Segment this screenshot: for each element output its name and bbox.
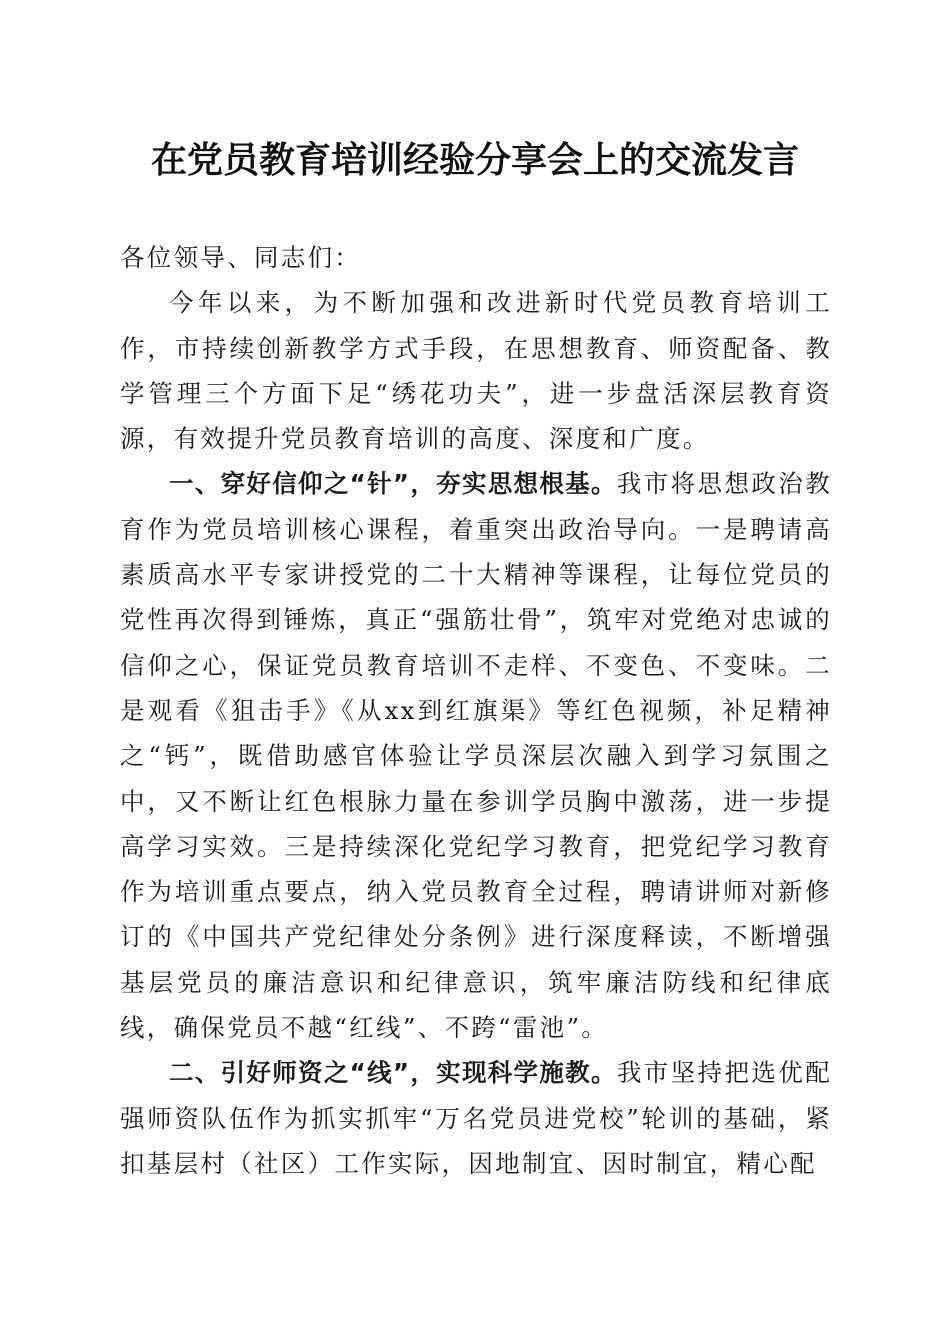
section-heading-2: 二、引好师资之“线”，实现科学施教。	[169, 1058, 617, 1088]
document-title: 在党员教育培训经验分享会上的交流发言	[150, 139, 799, 181]
section-paragraph-1	[120, 461, 832, 1050]
document-body	[120, 235, 832, 1186]
section-text-1: 我市将思想政治教育作为党员培训核心课程，着重突出政治导向。一是聘请高素质高水平专家讲授党的二十大精神等课程，让每位党员的党性再次得到锤炼，真正“强筋壮骨”，筑牢对党绝对忠诚的信仰之心，保证党员教育培训不走样、不变色、不变味。二是观看《狙击手》《从xx到红旗渠》等红色视频，补足精神之“钙”，既借助感官体验让学员深层次融入到学习氛围之中，又不断让红色根脉力量在参训学员胸中激荡，进一步提高学习实效。三是持续深化党纪学习教育，把党纪学习教育作为培训重点要点，纳入党员教育全过程，聘请讲师对新修订的《中国共产党纪律处分条例》进行深度释读，不断增强基层党员的廉洁意识和纪律意识，筑牢廉洁防线和纪律底线，确保党员不越“红线”、不跨“雷池”。	[120, 469, 832, 1043]
salutation: 各位领导、同志们：	[120, 243, 362, 272]
section-heading-1: 一、穿好信仰之“针”，夯实思想根基。	[169, 469, 617, 499]
intro-paragraph: 今年以来，为不断加强和改进新时代党员教育培训工作，市持续创新教学方式手段，在思想教育、师资配备、教学管理三个方面下足“绣花功夫”，进一步盘活深层教育资源，有效提升党员教育培训的高度、深度和广度。	[120, 288, 832, 454]
section-paragraph-2	[120, 1050, 832, 1186]
section-text-2: 我市坚持把选优配强师资队伍作为抓实抓牢“万名党员进党校”轮训的基础，紧扣基层村（社区）工作实际，因地制宜、因时制宜，精心配	[120, 1058, 832, 1178]
